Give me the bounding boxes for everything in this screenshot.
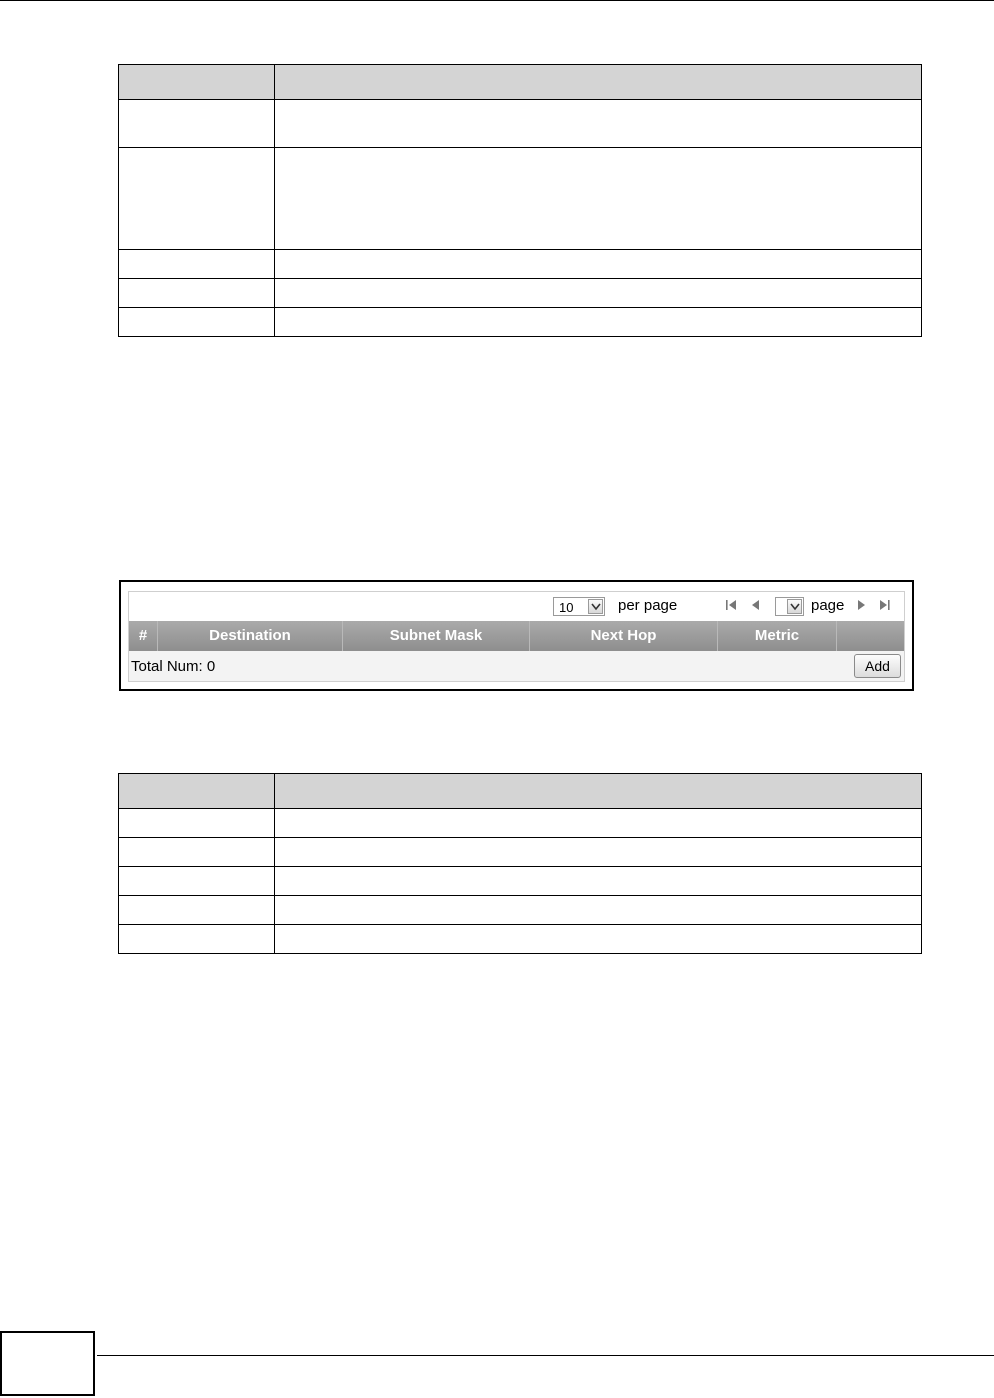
next-page-icon[interactable] [855,598,867,616]
column-header-next-hop[interactable]: Next Hop [530,621,718,651]
table-row [119,809,922,838]
table-cell [275,279,922,308]
table-cell [275,308,922,337]
column-header-number[interactable]: # [129,621,158,651]
table-cell [275,838,922,867]
table-cell [119,148,275,250]
total-count-label: Total Num: 0 [131,658,216,675]
table-cell [275,896,922,925]
per-page-label: per page [618,597,678,614]
table-cell [275,774,922,809]
table-row [119,279,922,308]
table-cell [275,809,922,838]
table-cell [119,279,275,308]
table-cell [275,925,922,954]
table-cell [119,896,275,925]
route-table-footer [129,651,904,681]
dropdown-arrow-icon[interactable] [588,599,603,614]
page-number-box [0,1331,95,1396]
table-cell [119,867,275,896]
table-cell [119,100,275,148]
pagination-bar [129,592,904,620]
table-row [119,838,922,867]
column-header-metric[interactable]: Metric [718,621,837,651]
dropdown-arrow-icon[interactable] [787,599,802,614]
add-button[interactable]: Add [854,654,901,678]
table-cell [119,774,275,809]
table-cell [119,838,275,867]
table-cell [275,65,922,100]
page-label: page [811,597,845,614]
footer-rule [97,1355,994,1356]
table-row [119,148,922,250]
table-cell [119,925,275,954]
table-header-row [119,774,922,809]
figure-frame [119,580,914,691]
header-rule [0,0,994,1]
column-header-destination[interactable]: Destination [158,621,343,651]
column-header-subnet-mask[interactable]: Subnet Mask [343,621,530,651]
table-row [119,308,922,337]
per-page-select[interactable] [553,597,605,616]
last-page-icon[interactable] [877,598,891,616]
table-header-row [119,65,922,100]
table-cell [275,867,922,896]
per-page-value: 10 [559,600,574,615]
table-row [119,100,922,148]
route-table-header [129,621,904,651]
route-list-panel [128,591,905,682]
column-header-actions [837,621,904,651]
table-cell [275,148,922,250]
table-cell [119,65,275,100]
table-cell [119,809,275,838]
previous-page-icon[interactable] [750,598,762,616]
description-table-bottom [118,773,922,954]
first-page-icon[interactable] [725,598,739,616]
table-row [119,867,922,896]
table-row [119,925,922,954]
table-cell [119,308,275,337]
table-cell [119,250,275,279]
table-row [119,896,922,925]
table-row [119,250,922,279]
table-cell [275,100,922,148]
description-table-top [118,64,922,337]
page-select[interactable] [775,597,804,616]
table-cell [275,250,922,279]
